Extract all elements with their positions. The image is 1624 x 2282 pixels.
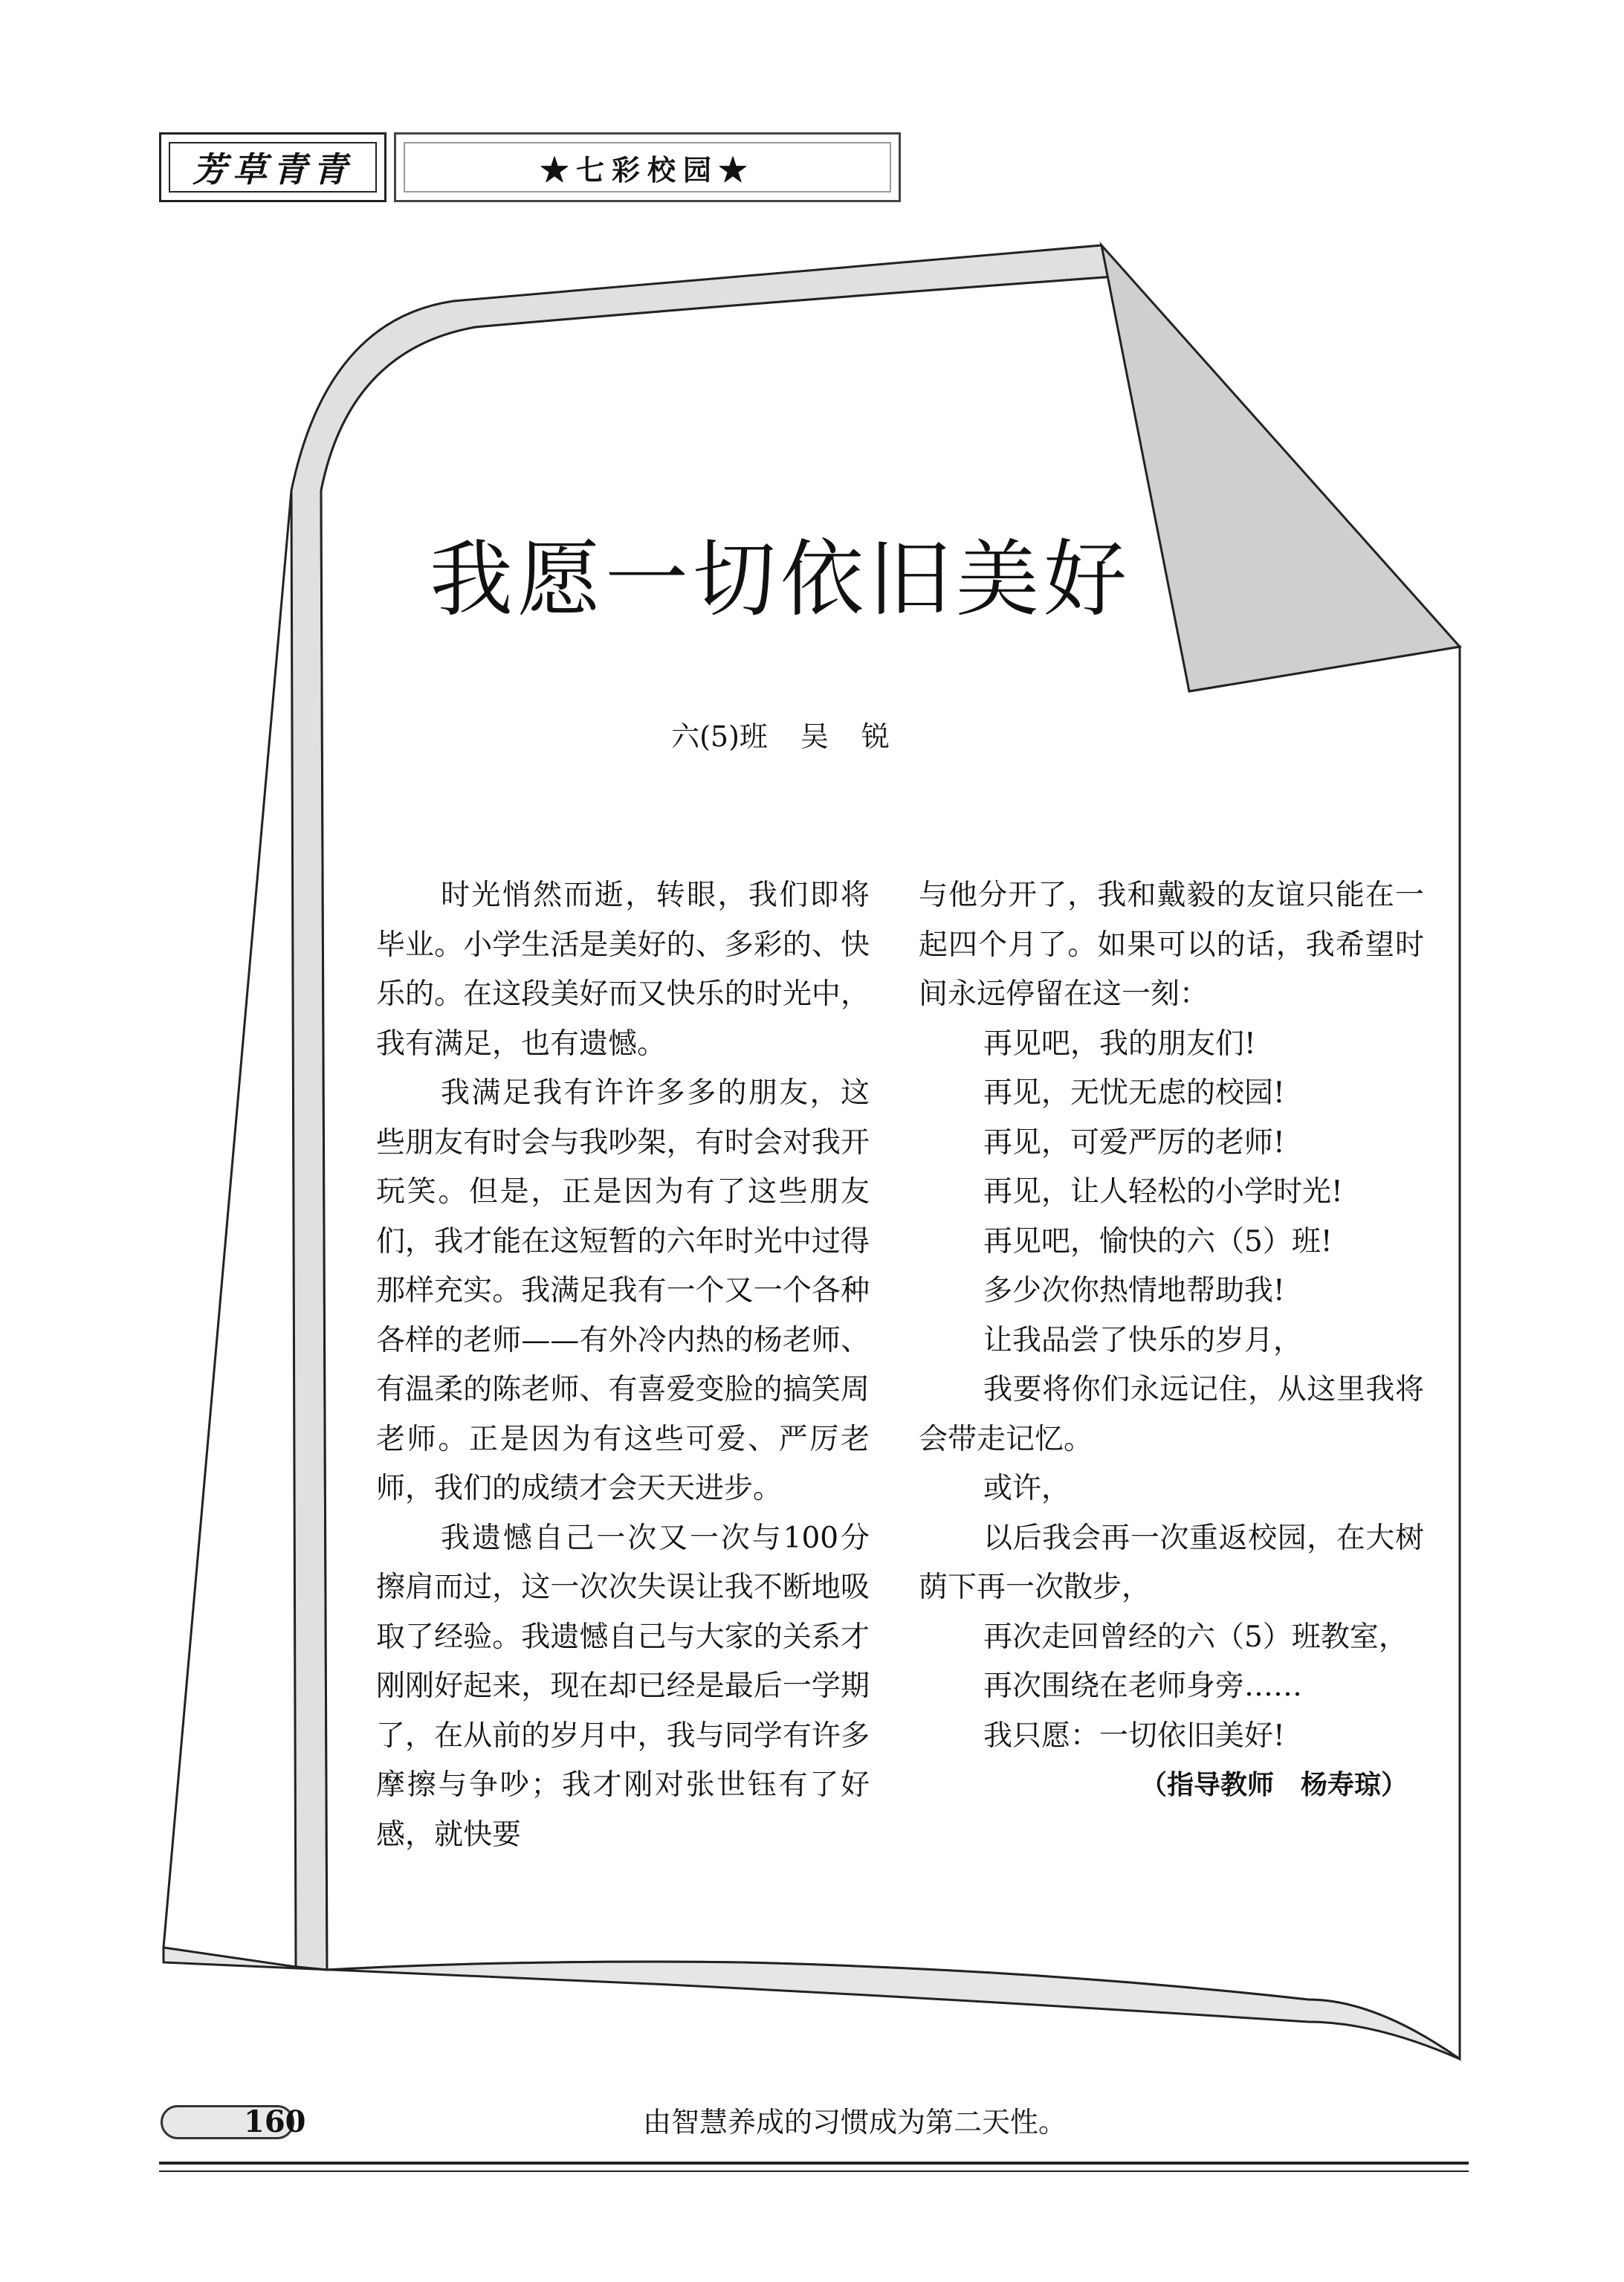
paragraph: 再次走回曾经的六（5）班教室， [983, 1620, 1408, 1654]
advisor-credit: （指导教师 杨寿琼） [1139, 1770, 1408, 1800]
paragraph: 我遗憾自己一次又一次与100分擦肩而过，这一次次失误让我不断地吸取了经验。我遗憾自己与大家的关系才刚刚好起来，现在却已经是最后一学期了，在从前的岁月中，我与同学有许多摩擦与争吵；我才刚对张世钰有了好感，就快要 [376, 1521, 870, 1852]
paragraph: 我只愿：一切依旧美好! [983, 1719, 1285, 1753]
article-title: 我愿一切依旧美好 [430, 531, 1131, 628]
footer-motto: 由智慧养成的习惯成为第二天性。 [642, 2106, 1067, 2139]
poem-line: 再见，无忧无虑的校园! [983, 1076, 1285, 1110]
paragraph: 或许， [983, 1472, 1071, 1505]
paragraph: 时光悄然而逝，转眼，我们即将毕业。小学生活是美好的、多彩的、快乐的。在这段美好而又快乐的时光中，我有满足，也有遗憾。 [376, 879, 870, 1061]
article-author [520, 717, 1041, 756]
article-column-left [376, 871, 870, 1860]
paragraph: 以后我会再一次重返校园，在大树荫下再一次散步， [919, 1521, 1424, 1604]
paragraph-continued: 与他分开了，我和戴毅的友谊只能在一起四个月了。如果可以的话，我希望时间永远停留在这一刻： [919, 879, 1424, 1011]
footer-rule [159, 2162, 1469, 2165]
column-label: ★七彩校园★ [404, 142, 891, 193]
poem-line: 再见，可爱严厉的老师! [983, 1125, 1285, 1160]
poem-line: 再见吧，我的朋友们! [983, 1027, 1256, 1061]
paragraph: 再次围绕在老师身旁…… [983, 1670, 1303, 1703]
author-surname: 吴 [800, 720, 829, 753]
page-number: 160 [244, 2104, 306, 2139]
article-column-right [919, 871, 1424, 1811]
footer-rule [159, 2171, 1469, 2172]
poem-line: 再见，让人轻松的小学时光! [983, 1175, 1343, 1209]
author-given-name: 锐 [861, 720, 890, 753]
author-class: 六(5)班 [671, 720, 768, 753]
section-label: 芳草青青 [169, 142, 377, 193]
poem-line: 多少次你热情地帮助我! [983, 1274, 1285, 1308]
poem-line: 再见吧，愉快的六（5）班! [983, 1224, 1333, 1258]
paragraph: 我要将你们永远记住，从这里我将会带走记忆。 [919, 1373, 1424, 1456]
paragraph: 我满足我有许许多多的朋友，这些朋友有时会与我吵架，有时会对我开玩笑。但是，正是因为有了这些朋友们，我才能在这短暂的六年时光中过得那样充实。我满足我有一个又一个各种各样的老师——有外冷内热的杨老师、有温柔的陈老师、有喜爱变脸的搞笑周老师。正是因为有这些可爱、严厉老师，我们的成绩才会天天进步。 [376, 1076, 870, 1505]
poem-line: 让我品尝了快乐的岁月， [983, 1323, 1303, 1357]
